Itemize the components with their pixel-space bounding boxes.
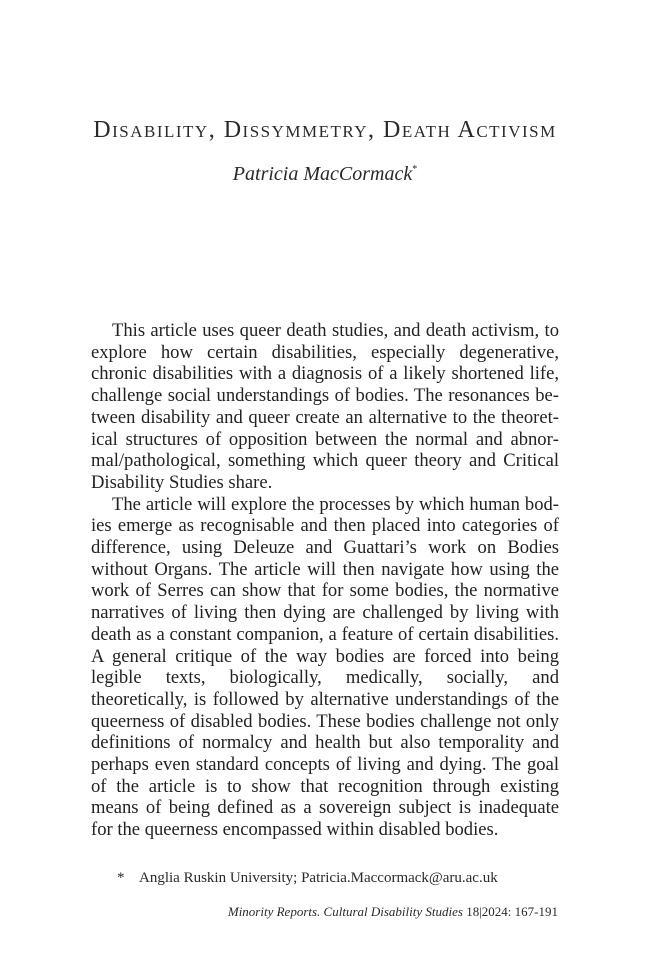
abstract-paragraph-2: The article will explore the processes by which human bodies emerge as recognisable and then placed into categories of difference, using Deleuze and Guattari’s work on Bodies without Organs. The article will then navigate how using the work of Serres can show that for some bodies, the normative narratives of living then dying are challenged by living with death as a constant companion, a feature of certain disabilities. A general critique of the way bodies are forced into being legible texts, biologically, medically, socially, and theoretically, is followed by alternative understandings of the queerness of disabled bodies. These bodies challenge not only definitions of normalcy and health but also temporality and perhaps even standard concepts of living and dying. The goal of the article is to show that recognition through existing means of being defined as a sovereign subject is inadequate for the queerness encompassed within disabled bodies. xyxy=(91,493,559,841)
author-name: Patricia MacCormack xyxy=(232,163,413,185)
article-title: Disability, Dissymmetry, Death Activism xyxy=(93,117,557,143)
abstract xyxy=(91,320,559,841)
author-footnote-mark: * xyxy=(412,164,418,175)
abstract-paragraph-1: This article uses queer death studies, and death activism, to explore how certain disabilities, especially degenerative, chronic disabilities with a diagnosis of a likely shortened life, challenge social understandings of bodies. The resonances between disability and queer create an alternative to the theoretical structures of opposition between the normal and abnormal/pathological, something which queer theory and Critical Disability Studies share. xyxy=(91,320,559,493)
author-line xyxy=(0,163,650,186)
footnote-text: Anglia Ruskin University; Patricia.Maccormack@aru.ac.uk xyxy=(139,870,498,886)
footnote-mark: * xyxy=(117,870,125,886)
journal-title: Minority Reports. Cultural Disability Studies xyxy=(227,904,463,919)
journal-issue: 18|2024: 167-191 xyxy=(466,904,558,919)
journal-citation xyxy=(0,904,558,920)
footnote xyxy=(117,870,577,887)
